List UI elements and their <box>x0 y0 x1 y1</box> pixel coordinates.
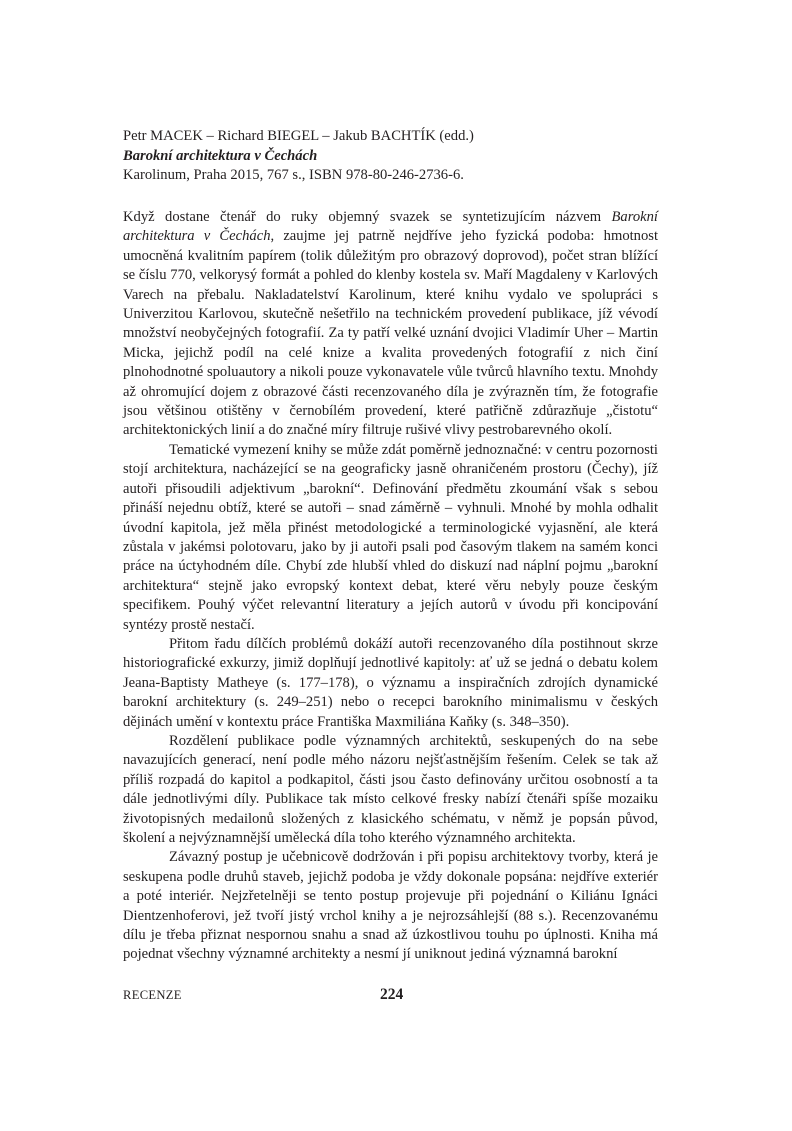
paragraph-3: Přitom řadu dílčích problémů dokáží autoři recenzovaného díla postihnout skrze historiografické exkurzy, jimiž doplňují jednotlivé kapitoly: ať už se jedná o debatu kolem Jeana-Baptisty Matheye (s. 177–178), o významu a inspiračních zdrojích dynamické barokní architektury (s. 249–251) nebo o recepci barokního minimalismu v českých dějinách umění v kontextu práce Františka Maxmiliána Kaňky (s. 348–350). <box>123 635 658 730</box>
book-editors: Petr MACEK – Richard BIEGEL – Jakub BACHTÍK (edd.) <box>123 128 474 144</box>
paragraph-4: Rozdělení publikace podle významných architektů, seskupených do na sebe navazujících generací, není podle mého názoru nejšťastnějším řešením. Celek se tak až příliš rozpadá do kapitol a podkapitol, části jsou často definovány určitou osobností a ta dále jednotlivými díly. Publikace tak místo celkové fresky nabízí čtenáři spíše mozaiku životopisných medailonů složených z klasického schématu, v němž je popsán původ, školení a nejvýznamnější umělecká díla toho kterého významného architekta. <box>123 732 658 846</box>
page-number: 224 <box>380 986 404 1003</box>
paragraph-5: Závazný postup je učebnicově dodržován i při popisu architektovy tvorby, která je seskupena podle druhů staveb, jejichž podoba je vždy dokonale popsána: nejdříve exteriér a poté interiér. Nejzřetelněji se tento postup projevuje při pojednání o Kiliánu Ignáci Dientzenhoferovi, jež tvoří jistý vrchol knihy a je nejrozsáhlejší (88 s.). Recenzovanému dílu je třeba přiznat nespornou snahu a snad až úzkostlivou touhu po úplnosti. Kniha má pojednat všechny významné architekty a nesmí jí uniknout jediná významná barokní <box>123 849 658 963</box>
paragraph-1-start: Když dostane čtenář do ruky objemný svazek se syntetizujícím názvem <box>123 209 612 225</box>
paragraph-1 <box>123 208 658 441</box>
paragraph-1-book-title: Barokní architektura v Čechách <box>123 209 658 245</box>
book-title: Barokní architektura v Čechách <box>123 147 318 164</box>
review-body <box>123 208 658 965</box>
paragraph-1-rest: , zaujme jej patrně nejdříve jeho fyzická podoba: hmotnost umocněná kvalitním papírem (tolik důležitým pro obrazový doprovod), počet stran blížící se číslu 770, velkorysý formát a pohled do klenby kostela sv. Maří Magdaleny v Karlových Varech na přebalu. Nakladatelství Karolinum, které knihu vydalo ve spolupráci s Univerzitou Karlovou, skutečně nešetřilo na technickém provedení publikace, jíž vévodí množství neobyčejných fotografií. Za ty patří velké uznání dvojici Vladimír Uher – Martin Micka, jejichž podíl na celé knize a kvalita provedených fotografií z nich činí plnohodnotné spoluautory a nikoli pouze vykonavatele vůle tvůrců hlavního textu. Mnohdy až ohromující dojem z obrazové části recenzovaného díla je zvýrazněn tím, že fotografie jsou většinou otištěny v černobílém provedení, které patřičně zdůrazňuje „čistotu“ architektonických linií a do značné míry filtruje rušivé vlivy pestrobarevného okolí. <box>123 228 658 439</box>
book-citation <box>123 127 663 186</box>
paragraph-2: Tematické vymezení knihy se může zdát poměrně jednoznačné: v centru pozornosti stojí architektura, nacházející se na geograficky jasně ohraničeném prostoru (Čechy), jíž autoři přisoudili adjektivum „barokní“. Definování předmětu zkoumání však s sebou přináší nejednu obtíž, které se autoři – snad záměrně – vyhnuli. Mnohé by mohla odhalit úvodní kapitola, jež měla přinést metodologické a terminologické vyjasnění, ale která zůstala v jakémsi polotovaru, jako by ji autoři psali pod časovým tlakem na samém konci práce na úctyhodném díle. Chybí zde hlubší vhled do diskuzí nad náplní pojmu „barokní architektura“ stejně jako evropský kontext debat, které věru nebyly pouze českým specifikem. Pouhý výčet relevantní literatury a jejích autorů v úvodu při koncipování syntézy prostě nestačí. <box>123 441 658 633</box>
section-label: RECENZE <box>123 988 182 1002</box>
book-publication-info: Karolinum, Praha 2015, 767 s., ISBN 978-80-246-2736-6. <box>123 167 464 183</box>
